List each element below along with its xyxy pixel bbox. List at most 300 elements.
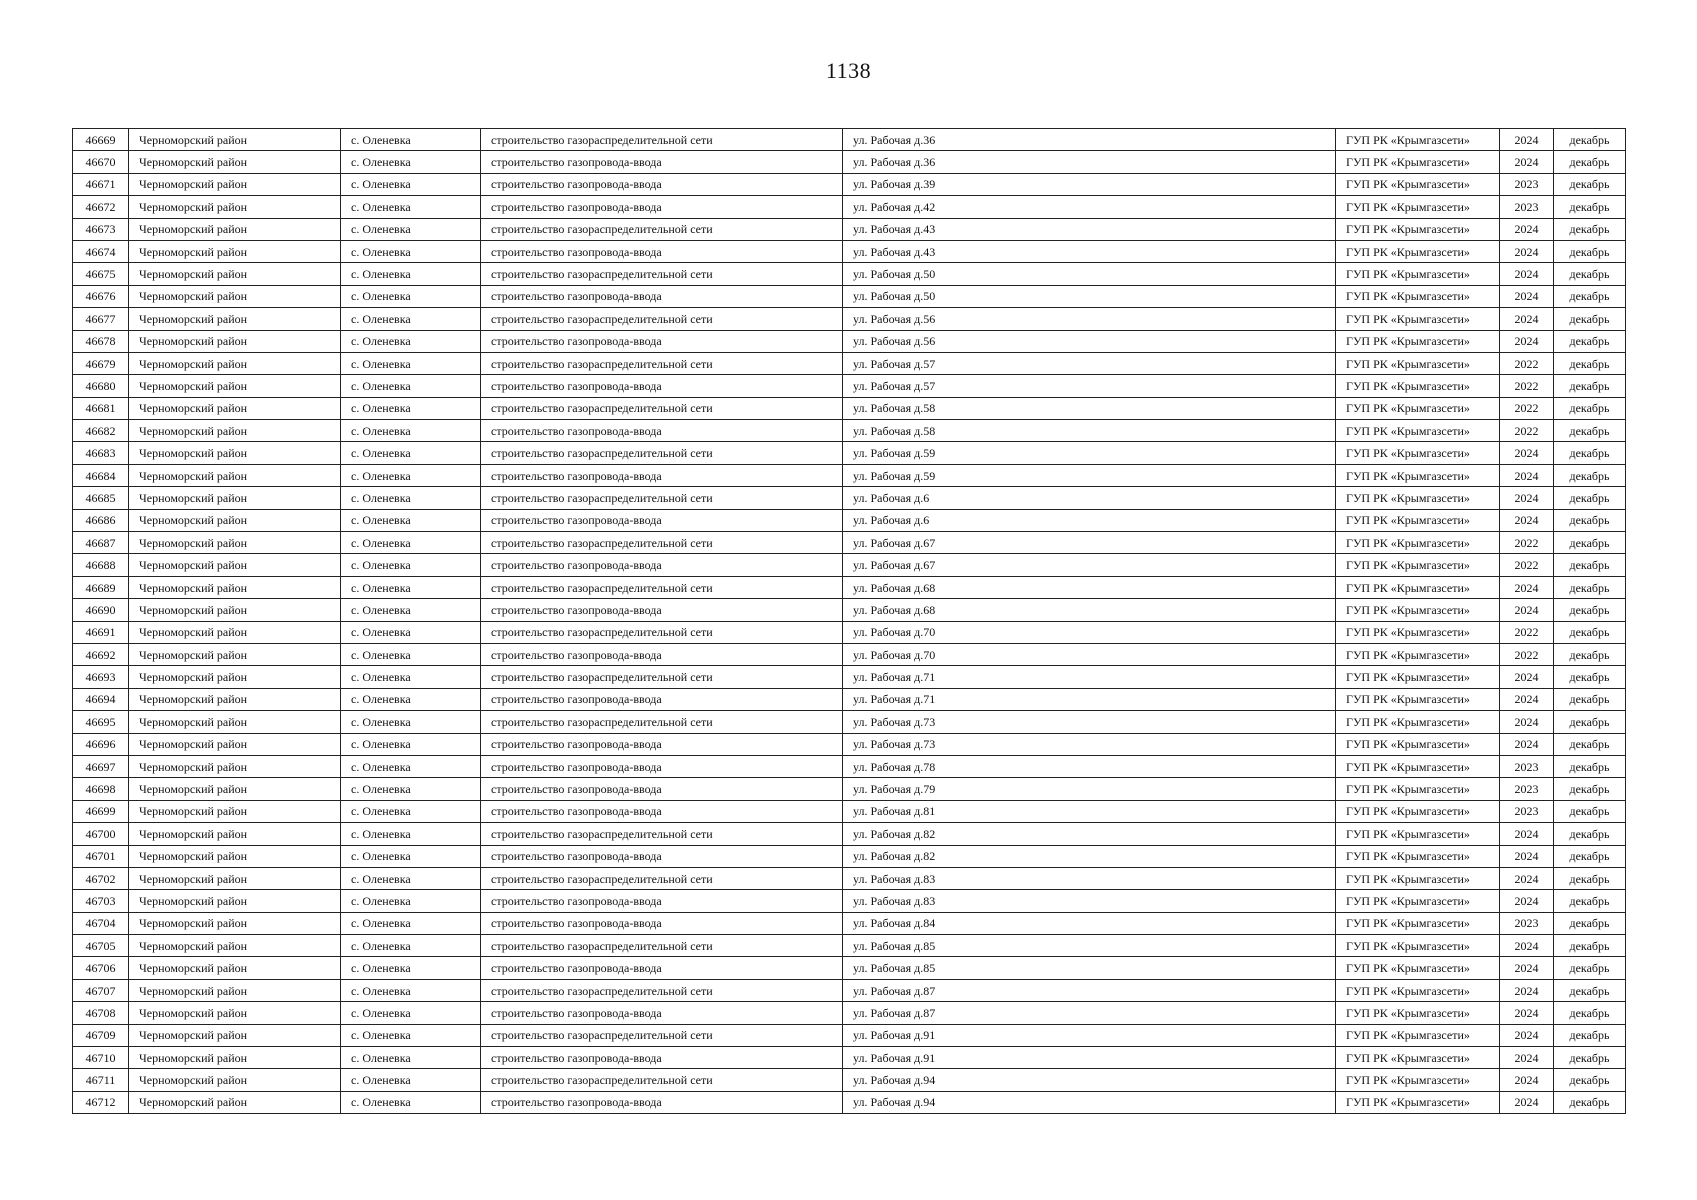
organization-cell: ГУП РК «Крымгазсети» <box>1336 1024 1500 1046</box>
year-cell: 2024 <box>1500 308 1554 330</box>
address-cell: ул. Рабочая д.70 <box>843 643 1336 665</box>
year-cell: 2023 <box>1500 912 1554 934</box>
month-cell: декабрь <box>1554 285 1626 307</box>
year-cell: 2023 <box>1500 196 1554 218</box>
month-cell: декабрь <box>1554 397 1626 419</box>
row-number: 46689 <box>73 576 129 598</box>
year-cell: 2022 <box>1500 532 1554 554</box>
table-row <box>73 912 1626 934</box>
locality-cell: с. Оленевка <box>341 867 481 889</box>
district-cell: Черноморский район <box>129 308 341 330</box>
district-cell: Черноморский район <box>129 935 341 957</box>
table-row <box>73 957 1626 979</box>
district-cell: Черноморский район <box>129 845 341 867</box>
month-cell: декабрь <box>1554 1047 1626 1069</box>
locality-cell: с. Оленевка <box>341 733 481 755</box>
address-cell: ул. Рабочая д.78 <box>843 755 1336 777</box>
year-cell: 2024 <box>1500 867 1554 889</box>
table-row <box>73 890 1626 912</box>
table-row <box>73 1024 1626 1046</box>
row-number: 46690 <box>73 599 129 621</box>
organization-cell: ГУП РК «Крымгазсети» <box>1336 173 1500 195</box>
locality-cell: с. Оленевка <box>341 129 481 151</box>
organization-cell: ГУП РК «Крымгазсети» <box>1336 711 1500 733</box>
work-type-cell: строительство газопровода-ввода <box>481 890 843 912</box>
year-cell: 2024 <box>1500 1069 1554 1091</box>
address-cell: ул. Рабочая д.83 <box>843 867 1336 889</box>
organization-cell: ГУП РК «Крымгазсети» <box>1336 621 1500 643</box>
address-cell: ул. Рабочая д.94 <box>843 1091 1336 1113</box>
row-number: 46697 <box>73 755 129 777</box>
month-cell: декабрь <box>1554 1091 1626 1113</box>
locality-cell: с. Оленевка <box>341 576 481 598</box>
district-cell: Черноморский район <box>129 1047 341 1069</box>
organization-cell: ГУП РК «Крымгазсети» <box>1336 890 1500 912</box>
row-number: 46709 <box>73 1024 129 1046</box>
district-cell: Черноморский район <box>129 442 341 464</box>
month-cell: декабрь <box>1554 845 1626 867</box>
district-cell: Черноморский район <box>129 711 341 733</box>
district-cell: Черноморский район <box>129 352 341 374</box>
locality-cell: с. Оленевка <box>341 890 481 912</box>
table-row <box>73 845 1626 867</box>
district-cell: Черноморский район <box>129 621 341 643</box>
table-row <box>73 285 1626 307</box>
district-cell: Черноморский район <box>129 666 341 688</box>
work-type-cell: строительство газораспределительной сети <box>481 1069 843 1091</box>
year-cell: 2022 <box>1500 420 1554 442</box>
year-cell: 2022 <box>1500 375 1554 397</box>
address-cell: ул. Рабочая д.50 <box>843 263 1336 285</box>
row-number: 46680 <box>73 375 129 397</box>
month-cell: декабрь <box>1554 420 1626 442</box>
locality-cell: с. Оленевка <box>341 1047 481 1069</box>
organization-cell: ГУП РК «Крымгазсети» <box>1336 375 1500 397</box>
locality-cell: с. Оленевка <box>341 240 481 262</box>
row-number: 46707 <box>73 979 129 1001</box>
row-number: 46685 <box>73 487 129 509</box>
row-number: 46698 <box>73 778 129 800</box>
work-type-cell: строительство газопровода-ввода <box>481 554 843 576</box>
month-cell: декабрь <box>1554 935 1626 957</box>
address-cell: ул. Рабочая д.73 <box>843 733 1336 755</box>
locality-cell: с. Оленевка <box>341 352 481 374</box>
district-cell: Черноморский район <box>129 129 341 151</box>
table-row <box>73 218 1626 240</box>
address-cell: ул. Рабочая д.36 <box>843 129 1336 151</box>
locality-cell: с. Оленевка <box>341 218 481 240</box>
organization-cell: ГУП РК «Крымгазсети» <box>1336 308 1500 330</box>
work-type-cell: строительство газопровода-ввода <box>481 957 843 979</box>
year-cell: 2024 <box>1500 711 1554 733</box>
district-cell: Черноморский район <box>129 151 341 173</box>
locality-cell: с. Оленевка <box>341 554 481 576</box>
work-type-cell: строительство газопровода-ввода <box>481 151 843 173</box>
district-cell: Черноморский район <box>129 599 341 621</box>
row-number: 46694 <box>73 688 129 710</box>
work-type-cell: строительство газораспределительной сети <box>481 979 843 1001</box>
month-cell: декабрь <box>1554 979 1626 1001</box>
table-row <box>73 688 1626 710</box>
year-cell: 2024 <box>1500 464 1554 486</box>
locality-cell: с. Оленевка <box>341 397 481 419</box>
table-row <box>73 330 1626 352</box>
month-cell: декабрь <box>1554 375 1626 397</box>
row-number: 46684 <box>73 464 129 486</box>
work-type-cell: строительство газопровода-ввода <box>481 688 843 710</box>
organization-cell: ГУП РК «Крымгазсети» <box>1336 935 1500 957</box>
work-type-cell: строительство газопровода-ввода <box>481 375 843 397</box>
year-cell: 2024 <box>1500 823 1554 845</box>
year-cell: 2024 <box>1500 1091 1554 1113</box>
month-cell: декабрь <box>1554 129 1626 151</box>
year-cell: 2022 <box>1500 352 1554 374</box>
organization-cell: ГУП РК «Крымгазсети» <box>1336 823 1500 845</box>
district-cell: Черноморский район <box>129 800 341 822</box>
work-type-cell: строительство газораспределительной сети <box>481 308 843 330</box>
address-cell: ул. Рабочая д.58 <box>843 397 1336 419</box>
year-cell: 2023 <box>1500 755 1554 777</box>
month-cell: декабрь <box>1554 890 1626 912</box>
work-type-cell: строительство газораспределительной сети <box>481 487 843 509</box>
table-row <box>73 733 1626 755</box>
locality-cell: с. Оленевка <box>341 442 481 464</box>
work-type-cell: строительство газопровода-ввода <box>481 1002 843 1024</box>
address-cell: ул. Рабочая д.67 <box>843 532 1336 554</box>
row-number: 46676 <box>73 285 129 307</box>
row-number: 46703 <box>73 890 129 912</box>
month-cell: декабрь <box>1554 1069 1626 1091</box>
organization-cell: ГУП РК «Крымгазсети» <box>1336 285 1500 307</box>
locality-cell: с. Оленевка <box>341 599 481 621</box>
locality-cell: с. Оленевка <box>341 778 481 800</box>
organization-cell: ГУП РК «Крымгазсети» <box>1336 733 1500 755</box>
year-cell: 2022 <box>1500 554 1554 576</box>
row-number: 46706 <box>73 957 129 979</box>
row-number: 46691 <box>73 621 129 643</box>
year-cell: 2024 <box>1500 1024 1554 1046</box>
district-cell: Черноморский район <box>129 688 341 710</box>
district-cell: Черноморский район <box>129 979 341 1001</box>
table-row <box>73 1091 1626 1113</box>
address-cell: ул. Рабочая д.43 <box>843 218 1336 240</box>
month-cell: декабрь <box>1554 688 1626 710</box>
organization-cell: ГУП РК «Крымгазсети» <box>1336 554 1500 576</box>
address-cell: ул. Рабочая д.56 <box>843 330 1336 352</box>
work-type-cell: строительство газопровода-ввода <box>481 778 843 800</box>
row-number: 46686 <box>73 509 129 531</box>
district-cell: Черноморский район <box>129 778 341 800</box>
locality-cell: с. Оленевка <box>341 800 481 822</box>
month-cell: декабрь <box>1554 957 1626 979</box>
address-cell: ул. Рабочая д.42 <box>843 196 1336 218</box>
locality-cell: с. Оленевка <box>341 823 481 845</box>
row-number: 46672 <box>73 196 129 218</box>
organization-cell: ГУП РК «Крымгазсети» <box>1336 755 1500 777</box>
district-cell: Черноморский район <box>129 554 341 576</box>
address-cell: ул. Рабочая д.70 <box>843 621 1336 643</box>
organization-cell: ГУП РК «Крымгазсети» <box>1336 957 1500 979</box>
table-row <box>73 420 1626 442</box>
work-type-cell: строительство газопровода-ввода <box>481 196 843 218</box>
row-number: 46695 <box>73 711 129 733</box>
year-cell: 2024 <box>1500 442 1554 464</box>
district-cell: Черноморский район <box>129 823 341 845</box>
table-row <box>73 1047 1626 1069</box>
locality-cell: с. Оленевка <box>341 912 481 934</box>
organization-cell: ГУП РК «Крымгазсети» <box>1336 151 1500 173</box>
year-cell: 2024 <box>1500 218 1554 240</box>
work-type-cell: строительство газораспределительной сети <box>481 218 843 240</box>
year-cell: 2024 <box>1500 666 1554 688</box>
locality-cell: с. Оленевка <box>341 509 481 531</box>
work-type-cell: строительство газораспределительной сети <box>481 129 843 151</box>
district-cell: Черноморский район <box>129 263 341 285</box>
work-type-cell: строительство газораспределительной сети <box>481 532 843 554</box>
year-cell: 2022 <box>1500 621 1554 643</box>
work-type-cell: строительство газораспределительной сети <box>481 621 843 643</box>
month-cell: декабрь <box>1554 576 1626 598</box>
district-cell: Черноморский район <box>129 420 341 442</box>
work-type-cell: строительство газопровода-ввода <box>481 464 843 486</box>
locality-cell: с. Оленевка <box>341 1069 481 1091</box>
locality-cell: с. Оленевка <box>341 1002 481 1024</box>
year-cell: 2024 <box>1500 957 1554 979</box>
month-cell: декабрь <box>1554 1024 1626 1046</box>
year-cell: 2024 <box>1500 1047 1554 1069</box>
table-row <box>73 509 1626 531</box>
locality-cell: с. Оленевка <box>341 487 481 509</box>
locality-cell: с. Оленевка <box>341 464 481 486</box>
month-cell: декабрь <box>1554 599 1626 621</box>
table-row <box>73 129 1626 151</box>
organization-cell: ГУП РК «Крымгазсети» <box>1336 800 1500 822</box>
table-row <box>73 263 1626 285</box>
locality-cell: с. Оленевка <box>341 755 481 777</box>
table-row <box>73 621 1626 643</box>
month-cell: декабрь <box>1554 823 1626 845</box>
year-cell: 2024 <box>1500 845 1554 867</box>
table-row <box>73 240 1626 262</box>
year-cell: 2024 <box>1500 935 1554 957</box>
table-row <box>73 442 1626 464</box>
address-cell: ул. Рабочая д.6 <box>843 487 1336 509</box>
organization-cell: ГУП РК «Крымгазсети» <box>1336 1047 1500 1069</box>
organization-cell: ГУП РК «Крымгазсети» <box>1336 420 1500 442</box>
organization-cell: ГУП РК «Крымгазсети» <box>1336 196 1500 218</box>
year-cell: 2023 <box>1500 778 1554 800</box>
district-cell: Черноморский район <box>129 487 341 509</box>
table-row <box>73 599 1626 621</box>
work-type-cell: строительство газопровода-ввода <box>481 285 843 307</box>
work-type-cell: строительство газораспределительной сети <box>481 711 843 733</box>
work-type-cell: строительство газораспределительной сети <box>481 1024 843 1046</box>
address-cell: ул. Рабочая д.87 <box>843 1002 1336 1024</box>
locality-cell: с. Оленевка <box>341 420 481 442</box>
row-number: 46674 <box>73 240 129 262</box>
district-cell: Черноморский район <box>129 1024 341 1046</box>
district-cell: Черноморский район <box>129 867 341 889</box>
address-cell: ул. Рабочая д.87 <box>843 979 1336 1001</box>
address-cell: ул. Рабочая д.73 <box>843 711 1336 733</box>
work-type-cell: строительство газопровода-ввода <box>481 912 843 934</box>
organization-cell: ГУП РК «Крымгазсети» <box>1336 263 1500 285</box>
gasification-table <box>72 128 1626 1114</box>
address-cell: ул. Рабочая д.68 <box>843 599 1336 621</box>
table-row <box>73 173 1626 195</box>
year-cell: 2022 <box>1500 643 1554 665</box>
year-cell: 2024 <box>1500 285 1554 307</box>
year-cell: 2024 <box>1500 890 1554 912</box>
row-number: 46699 <box>73 800 129 822</box>
address-cell: ул. Рабочая д.79 <box>843 778 1336 800</box>
locality-cell: с. Оленевка <box>341 935 481 957</box>
organization-cell: ГУП РК «Крымгазсети» <box>1336 1069 1500 1091</box>
work-type-cell: строительство газопровода-ввода <box>481 509 843 531</box>
address-cell: ул. Рабочая д.56 <box>843 308 1336 330</box>
work-type-cell: строительство газопровода-ввода <box>481 240 843 262</box>
row-number: 46712 <box>73 1091 129 1113</box>
work-type-cell: строительство газораспределительной сети <box>481 442 843 464</box>
month-cell: декабрь <box>1554 912 1626 934</box>
address-cell: ул. Рабочая д.71 <box>843 666 1336 688</box>
work-type-cell: строительство газораспределительной сети <box>481 397 843 419</box>
organization-cell: ГУП РК «Крымгазсети» <box>1336 532 1500 554</box>
table-row <box>73 532 1626 554</box>
work-type-cell: строительство газораспределительной сети <box>481 576 843 598</box>
organization-cell: ГУП РК «Крымгазсети» <box>1336 912 1500 934</box>
table-row <box>73 487 1626 509</box>
month-cell: декабрь <box>1554 330 1626 352</box>
year-cell: 2023 <box>1500 800 1554 822</box>
locality-cell: с. Оленевка <box>341 688 481 710</box>
district-cell: Черноморский район <box>129 957 341 979</box>
row-number: 46669 <box>73 129 129 151</box>
district-cell: Черноморский район <box>129 240 341 262</box>
organization-cell: ГУП РК «Крымгазсети» <box>1336 464 1500 486</box>
year-cell: 2024 <box>1500 1002 1554 1024</box>
district-cell: Черноморский район <box>129 173 341 195</box>
row-number: 46693 <box>73 666 129 688</box>
locality-cell: с. Оленевка <box>341 375 481 397</box>
organization-cell: ГУП РК «Крымгазсети» <box>1336 218 1500 240</box>
month-cell: декабрь <box>1554 173 1626 195</box>
locality-cell: с. Оленевка <box>341 285 481 307</box>
year-cell: 2024 <box>1500 330 1554 352</box>
table-row <box>73 1002 1626 1024</box>
table-body <box>73 129 1626 1114</box>
address-cell: ул. Рабочая д.36 <box>843 151 1336 173</box>
organization-cell: ГУП РК «Крымгазсети» <box>1336 442 1500 464</box>
district-cell: Черноморский район <box>129 643 341 665</box>
table-row <box>73 576 1626 598</box>
table-row <box>73 196 1626 218</box>
address-cell: ул. Рабочая д.68 <box>843 576 1336 598</box>
table-row <box>73 867 1626 889</box>
district-cell: Черноморский район <box>129 1002 341 1024</box>
page-number: 1138 <box>825 58 872 83</box>
row-number: 46702 <box>73 867 129 889</box>
district-cell: Черноморский район <box>129 576 341 598</box>
year-cell: 2024 <box>1500 151 1554 173</box>
table-row <box>73 778 1626 800</box>
district-cell: Черноморский район <box>129 912 341 934</box>
work-type-cell: строительство газопровода-ввода <box>481 755 843 777</box>
table-row <box>73 711 1626 733</box>
month-cell: декабрь <box>1554 755 1626 777</box>
work-type-cell: строительство газораспределительной сети <box>481 935 843 957</box>
row-number: 46677 <box>73 308 129 330</box>
locality-cell: с. Оленевка <box>341 845 481 867</box>
district-cell: Черноморский район <box>129 375 341 397</box>
locality-cell: с. Оленевка <box>341 979 481 1001</box>
district-cell: Черноморский район <box>129 464 341 486</box>
year-cell: 2024 <box>1500 240 1554 262</box>
row-number: 46692 <box>73 643 129 665</box>
table-row <box>73 1069 1626 1091</box>
locality-cell: с. Оленевка <box>341 308 481 330</box>
month-cell: декабрь <box>1554 263 1626 285</box>
address-cell: ул. Рабочая д.71 <box>843 688 1336 710</box>
organization-cell: ГУП РК «Крымгазсети» <box>1336 845 1500 867</box>
month-cell: декабрь <box>1554 800 1626 822</box>
year-cell: 2022 <box>1500 397 1554 419</box>
year-cell: 2023 <box>1500 173 1554 195</box>
organization-cell: ГУП РК «Крымгазсети» <box>1336 1002 1500 1024</box>
row-number: 46711 <box>73 1069 129 1091</box>
row-number: 46670 <box>73 151 129 173</box>
row-number: 46700 <box>73 823 129 845</box>
organization-cell: ГУП РК «Крымгазсети» <box>1336 979 1500 1001</box>
month-cell: декабрь <box>1554 532 1626 554</box>
address-cell: ул. Рабочая д.94 <box>843 1069 1336 1091</box>
locality-cell: с. Оленевка <box>341 196 481 218</box>
locality-cell: с. Оленевка <box>341 263 481 285</box>
address-cell: ул. Рабочая д.91 <box>843 1024 1336 1046</box>
work-type-cell: строительство газопровода-ввода <box>481 330 843 352</box>
address-cell: ул. Рабочая д.91 <box>843 1047 1336 1069</box>
work-type-cell: строительство газораспределительной сети <box>481 352 843 374</box>
address-cell: ул. Рабочая д.83 <box>843 890 1336 912</box>
organization-cell: ГУП РК «Крымгазсети» <box>1336 666 1500 688</box>
month-cell: декабрь <box>1554 867 1626 889</box>
locality-cell: с. Оленевка <box>341 666 481 688</box>
month-cell: декабрь <box>1554 151 1626 173</box>
address-cell: ул. Рабочая д.82 <box>843 845 1336 867</box>
year-cell: 2024 <box>1500 487 1554 509</box>
row-number: 46682 <box>73 420 129 442</box>
month-cell: декабрь <box>1554 733 1626 755</box>
organization-cell: ГУП РК «Крымгазсети» <box>1336 643 1500 665</box>
month-cell: декабрь <box>1554 621 1626 643</box>
row-number: 46675 <box>73 263 129 285</box>
table-row <box>73 352 1626 374</box>
work-type-cell: строительство газопровода-ввода <box>481 643 843 665</box>
locality-cell: с. Оленевка <box>341 621 481 643</box>
address-cell: ул. Рабочая д.50 <box>843 285 1336 307</box>
address-cell: ул. Рабочая д.81 <box>843 800 1336 822</box>
organization-cell: ГУП РК «Крымгазсети» <box>1336 576 1500 598</box>
table-row <box>73 800 1626 822</box>
district-cell: Черноморский район <box>129 509 341 531</box>
month-cell: декабрь <box>1554 643 1626 665</box>
organization-cell: ГУП РК «Крымгазсети» <box>1336 129 1500 151</box>
work-type-cell: строительство газораспределительной сети <box>481 823 843 845</box>
address-cell: ул. Рабочая д.39 <box>843 173 1336 195</box>
district-cell: Черноморский район <box>129 532 341 554</box>
locality-cell: с. Оленевка <box>341 1091 481 1113</box>
address-cell: ул. Рабочая д.84 <box>843 912 1336 934</box>
